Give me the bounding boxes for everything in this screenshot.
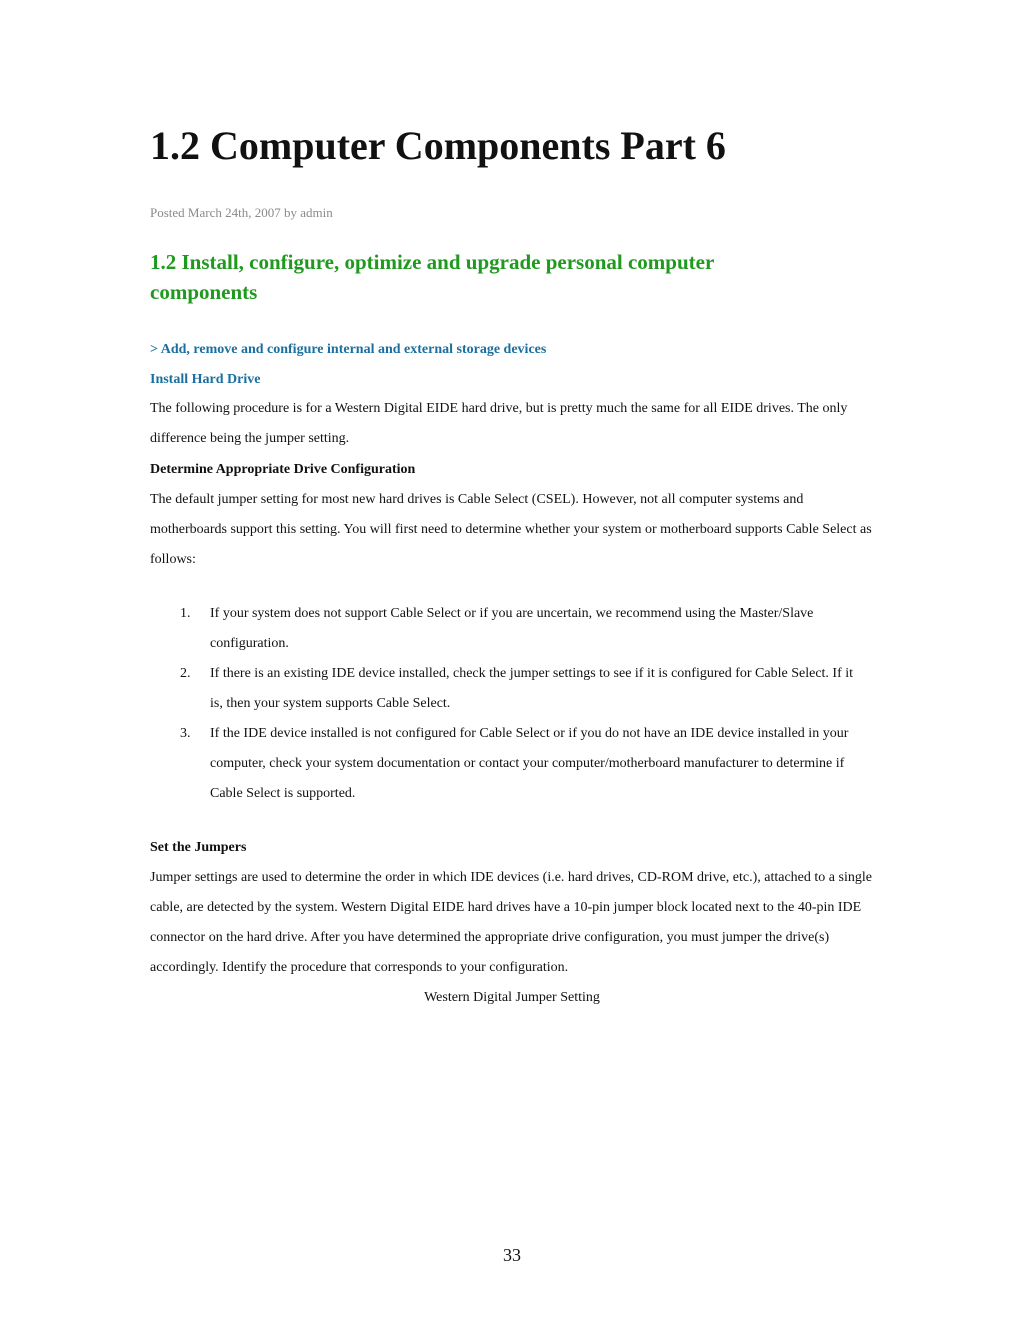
- list-item: [150, 719, 876, 809]
- drive-configuration-heading: Determine Appropriate Drive Configuration: [150, 462, 416, 477]
- figure-caption: Western Digital Jumper Setting: [424, 990, 600, 1005]
- set-jumpers-heading: Set the Jumpers: [150, 840, 247, 855]
- subsection-heading: > Add, remove and configure internal and external storage devices: [150, 342, 547, 357]
- install-hard-drive-heading: Install Hard Drive: [150, 372, 261, 387]
- list-item: [150, 659, 876, 719]
- list-item-number: 2.: [180, 666, 191, 681]
- list-item-text: If the IDE device installed is not configured for Cable Select or if you do not have an IDE device installed in your computer, check your system documentation or contact your computer/motherboard manufacturer to determine if Cable Select is supported.: [210, 726, 849, 801]
- page-number: 33: [503, 1245, 521, 1265]
- list-item-number: 1.: [180, 606, 191, 621]
- configuration-steps-list: [150, 599, 876, 809]
- page-title: 1.2 Computer Components Part 6: [150, 123, 726, 168]
- list-item-text: If there is an existing IDE device installed, check the jumper settings to see if it is configured for Cable Select. If it is, then your system supports Cable Select.: [210, 666, 854, 711]
- intro-paragraph: The following procedure is for a Western Digital EIDE hard drive, but is pretty much the same for all EIDE drives. The only difference being the jumper setting.: [150, 401, 848, 446]
- jumpers-paragraph: Jumper settings are used to determine the order in which IDE devices (i.e. hard drives, CD-ROM drive, etc.), attached to a single cable, are detected by the system. Western Digital EIDE hard drives have a 10-pin jumper block located next to the 40-pin IDE connector on the hard drive. After you have determined the appropriate drive configuration, you must jumper the drive(s) accordingly. Identify the procedure that corresponds to your configuration.: [150, 870, 872, 975]
- list-item-number: 3.: [180, 726, 191, 741]
- list-item-text: If your system does not support Cable Select or if you are uncertain, we recommend using the Master/Slave configuration.: [210, 606, 814, 651]
- post-meta: Posted March 24th, 2007 by admin: [150, 205, 333, 220]
- list-item: [150, 599, 876, 659]
- configuration-paragraph: The default jumper setting for most new hard drives is Cable Select (CSEL). However, not all computer systems and motherboards support this setting. You will first need to determine whether your system or motherboard supports Cable Select as follows:: [150, 492, 872, 567]
- section-heading: 1.2 Install, configure, optimize and upgrade personal computer components: [150, 250, 714, 304]
